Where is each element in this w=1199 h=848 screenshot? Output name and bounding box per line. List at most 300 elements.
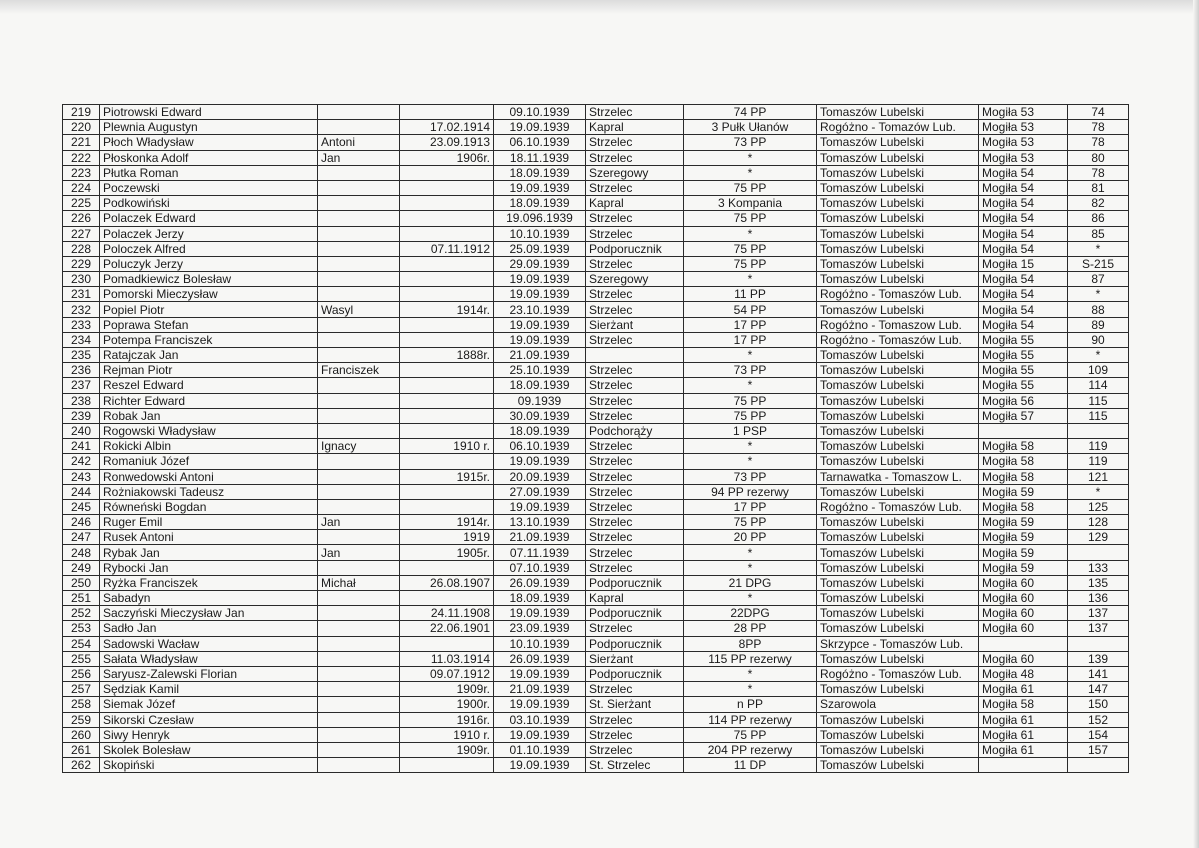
row-number-cell: 254 [63,636,100,651]
birth-date-cell [400,423,494,438]
grave-number-cell: Mogiła 55 [979,378,1068,393]
birth-date-cell: 1910 r. [400,439,494,454]
surname-name-cell: Rusek Antoni [100,530,318,545]
birth-date-cell [400,165,494,180]
death-date-cell: 30.09.1939 [494,408,586,423]
position-number-cell: 157 [1068,742,1129,757]
position-number-cell: 114 [1068,378,1129,393]
row-number-cell: 224 [63,180,100,195]
place-of-death-cell: Rogóżno - Tomaszów Lub. [817,287,979,302]
table-row [63,758,1129,773]
row-number-cell: 250 [63,575,100,590]
place-of-death-cell: Tomaszów Lubelski [817,272,979,287]
military-unit-cell: 11 PP [684,287,817,302]
death-date-cell: 19.09.1939 [494,758,586,773]
father-name-cell [318,180,400,195]
military-unit-cell: 17 PP [684,499,817,514]
surname-name-cell: Siemak Józef [100,697,318,712]
surname-name-cell: Równeński Bogdan [100,499,318,514]
military-unit-cell: 75 PP [684,515,817,530]
place-of-death-cell: Tomaszów Lubelski [817,105,979,120]
birth-date-cell [400,636,494,651]
surname-name-cell: Sałata Władysław [100,651,318,666]
place-of-death-cell: Rogóżno - Tomazów Lub. [817,120,979,135]
table-row [63,530,1129,545]
death-date-cell: 27.09.1939 [494,484,586,499]
table-row [63,469,1129,484]
row-number-cell: 232 [63,302,100,317]
table-row [63,180,1129,195]
place-of-death-cell: Tomaszów Lubelski [817,545,979,560]
death-date-cell: 18.09.1939 [494,165,586,180]
table-row [63,241,1129,256]
row-number-cell: 258 [63,697,100,712]
table-row [63,712,1129,727]
table-row [63,545,1129,560]
row-number-cell: 219 [63,105,100,120]
grave-number-cell: Mogiła 60 [979,591,1068,606]
grave-number-cell: Mogiła 58 [979,499,1068,514]
military-unit-cell: * [684,439,817,454]
register-rows [63,105,1129,773]
death-date-cell: 19.09.1939 [494,317,586,332]
row-number-cell: 248 [63,545,100,560]
death-date-cell: 01.10.1939 [494,742,586,757]
death-date-cell: 19.09.1939 [494,180,586,195]
grave-number-cell: Mogiła 58 [979,697,1068,712]
father-name-cell [318,226,400,241]
surname-name-cell: Podkowiński [100,196,318,211]
place-of-death-cell: Rogóżno - Tomaszów Lub. [817,499,979,514]
grave-number-cell: Mogiła 60 [979,575,1068,590]
military-rank-cell: Strzelec [586,727,684,742]
military-rank-cell: Strzelec [586,363,684,378]
military-rank-cell: Strzelec [586,469,684,484]
death-date-cell: 26.09.1939 [494,575,586,590]
birth-date-cell: 1915r. [400,469,494,484]
position-number-cell: 115 [1068,408,1129,423]
military-unit-cell: 75 PP [684,393,817,408]
surname-name-cell: Siwy Henryk [100,727,318,742]
grave-number-cell: Mogiła 54 [979,196,1068,211]
surname-name-cell: Poloczek Alfred [100,241,318,256]
military-rank-cell: Strzelec [586,499,684,514]
row-number-cell: 252 [63,606,100,621]
grave-number-cell: Mogiła 58 [979,454,1068,469]
table-row [63,363,1129,378]
grave-number-cell [979,636,1068,651]
row-number-cell: 236 [63,363,100,378]
death-date-cell: 25.10.1939 [494,363,586,378]
place-of-death-cell: Tomaszów Lubelski [817,302,979,317]
father-name-cell: Ignacy [318,439,400,454]
table-row [63,105,1129,120]
military-rank-cell: Podporucznik [586,666,684,681]
birth-date-cell: 09.07.1912 [400,666,494,681]
surname-name-cell: Rogowski Władysław [100,423,318,438]
place-of-death-cell: Tomaszów Lubelski [817,742,979,757]
place-of-death-cell: Tomaszów Lubelski [817,165,979,180]
place-of-death-cell: Tomaszów Lubelski [817,348,979,363]
father-name-cell [318,378,400,393]
grave-number-cell: Mogiła 54 [979,211,1068,226]
place-of-death-cell: Tomaszów Lubelski [817,196,979,211]
death-date-cell: 18.09.1939 [494,378,586,393]
death-date-cell: 03.10.1939 [494,712,586,727]
grave-number-cell: Mogiła 54 [979,317,1068,332]
table-row [63,317,1129,332]
birth-date-cell [400,591,494,606]
position-number-cell: 87 [1068,272,1129,287]
father-name-cell [318,758,400,773]
grave-number-cell: Mogiła 61 [979,712,1068,727]
military-rank-cell: Strzelec [586,150,684,165]
birth-date-cell: 26.08.1907 [400,575,494,590]
grave-number-cell: Mogiła 60 [979,606,1068,621]
surname-name-cell: Skolek Bolesław [100,742,318,757]
position-number-cell: 150 [1068,697,1129,712]
surname-name-cell: Rożniakowski Tadeusz [100,484,318,499]
birth-date-cell [400,226,494,241]
grave-number-cell: Mogiła 15 [979,256,1068,271]
table-row [63,697,1129,712]
military-rank-cell: Strzelec [586,287,684,302]
father-name-cell [318,165,400,180]
military-unit-cell: 75 PP [684,256,817,271]
death-date-cell: 21.09.1939 [494,348,586,363]
military-rank-cell: Podporucznik [586,575,684,590]
row-number-cell: 260 [63,727,100,742]
grave-number-cell: Mogiła 55 [979,332,1068,347]
row-number-cell: 240 [63,423,100,438]
military-rank-cell: Strzelec [586,560,684,575]
position-number-cell: 82 [1068,196,1129,211]
table-row [63,287,1129,302]
military-rank-cell: Strzelec [586,621,684,636]
surname-name-cell: Rybak Jan [100,545,318,560]
military-unit-cell: 3 Pułk Ułanów [684,120,817,135]
grave-number-cell: Mogiła 59 [979,484,1068,499]
surname-name-cell: Płutka Roman [100,165,318,180]
birth-date-cell [400,272,494,287]
surname-name-cell: Polaczek Edward [100,211,318,226]
position-number-cell: 85 [1068,226,1129,241]
birth-date-cell [400,256,494,271]
burial-register-table [62,104,1129,773]
place-of-death-cell: Tomaszów Lubelski [817,591,979,606]
military-rank-cell: Strzelec [586,211,684,226]
birth-date-cell [400,758,494,773]
table-row [63,575,1129,590]
position-number-cell: 121 [1068,469,1129,484]
military-rank-cell: Strzelec [586,378,684,393]
military-rank-cell: Strzelec [586,256,684,271]
surname-name-cell: Plewnia Augustyn [100,120,318,135]
birth-date-cell [400,484,494,499]
father-name-cell: Jan [318,515,400,530]
surname-name-cell: Reszel Edward [100,378,318,393]
father-name-cell [318,621,400,636]
death-date-cell: 19.09.1939 [494,287,586,302]
position-number-cell: 74 [1068,105,1129,120]
position-number-cell: 135 [1068,575,1129,590]
birth-date-cell: 1919 [400,530,494,545]
grave-number-cell: Mogiła 60 [979,651,1068,666]
military-rank-cell: Strzelec [586,682,684,697]
military-rank-cell: Strzelec [586,408,684,423]
military-rank-cell: Podporucznik [586,606,684,621]
row-number-cell: 233 [63,317,100,332]
birth-date-cell [400,332,494,347]
row-number-cell: 226 [63,211,100,226]
place-of-death-cell: Tomaszów Lubelski [817,180,979,195]
row-number-cell: 256 [63,666,100,681]
death-date-cell: 07.11.1939 [494,545,586,560]
military-unit-cell: * [684,545,817,560]
death-date-cell: 10.10.1939 [494,226,586,241]
row-number-cell: 225 [63,196,100,211]
father-name-cell [318,606,400,621]
surname-name-cell: Sadło Jan [100,621,318,636]
military-rank-cell: Strzelec [586,454,684,469]
surname-name-cell: Romaniuk Józef [100,454,318,469]
military-rank-cell: Strzelec [586,742,684,757]
death-date-cell: 18.11.1939 [494,150,586,165]
military-rank-cell: Strzelec [586,105,684,120]
death-date-cell: 19.09.1939 [494,499,586,514]
military-unit-cell: 54 PP [684,302,817,317]
surname-name-cell: Rybocki Jan [100,560,318,575]
military-rank-cell: St. Strzelec [586,758,684,773]
military-rank-cell: Podporucznik [586,241,684,256]
table-row [63,393,1129,408]
military-rank-cell: Strzelec [586,332,684,347]
military-rank-cell: Strzelec [586,712,684,727]
row-number-cell: 239 [63,408,100,423]
military-unit-cell: 75 PP [684,241,817,256]
birth-date-cell: 1916r. [400,712,494,727]
position-number-cell: 152 [1068,712,1129,727]
death-date-cell: 10.10.1939 [494,636,586,651]
table-row [63,165,1129,180]
father-name-cell [318,287,400,302]
row-number-cell: 253 [63,621,100,636]
birth-date-cell: 17.02.1914 [400,120,494,135]
birth-date-cell: 11.03.1914 [400,651,494,666]
father-name-cell [318,560,400,575]
father-name-cell [318,211,400,226]
position-number-cell [1068,636,1129,651]
row-number-cell: 229 [63,256,100,271]
row-number-cell: 245 [63,499,100,514]
birth-date-cell: 1914r. [400,302,494,317]
place-of-death-cell: Tomaszów Lubelski [817,606,979,621]
death-date-cell: 07.10.1939 [494,560,586,575]
birth-date-cell: 1905r. [400,545,494,560]
military-rank-cell: Strzelec [586,180,684,195]
military-rank-cell: Kapral [586,591,684,606]
grave-number-cell: Mogiła 61 [979,727,1068,742]
military-rank-cell: Strzelec [586,226,684,241]
military-rank-cell: Strzelec [586,302,684,317]
military-unit-cell: 21 DPG [684,575,817,590]
grave-number-cell: Mogiła 55 [979,363,1068,378]
death-date-cell: 19.09.1939 [494,332,586,347]
birth-date-cell [400,378,494,393]
military-unit-cell: * [684,348,817,363]
military-rank-cell: St. Sierżant [586,697,684,712]
place-of-death-cell: Tomaszów Lubelski [817,530,979,545]
father-name-cell [318,196,400,211]
table-row [63,591,1129,606]
row-number-cell: 230 [63,272,100,287]
table-row [63,226,1129,241]
position-number-cell: 129 [1068,530,1129,545]
father-name-cell: Antoni [318,135,400,150]
father-name-cell [318,317,400,332]
military-unit-cell: * [684,666,817,681]
position-number-cell: 136 [1068,591,1129,606]
position-number-cell: 88 [1068,302,1129,317]
grave-number-cell: Mogiła 54 [979,272,1068,287]
place-of-death-cell: Rogóżno - Tomaszów Lub. [817,332,979,347]
military-rank-cell: Kapral [586,120,684,135]
row-number-cell: 242 [63,454,100,469]
position-number-cell: 115 [1068,393,1129,408]
death-date-cell: 09.10.1939 [494,105,586,120]
birth-date-cell [400,454,494,469]
death-date-cell: 25.09.1939 [494,241,586,256]
place-of-death-cell: Tomaszów Lubelski [817,712,979,727]
death-date-cell: 09.1939 [494,393,586,408]
table-row [63,256,1129,271]
birth-date-cell [400,499,494,514]
father-name-cell [318,241,400,256]
position-number-cell: S-215 [1068,256,1129,271]
father-name-cell: Michał [318,575,400,590]
military-unit-cell: * [684,226,817,241]
surname-name-cell: Sabadyn [100,591,318,606]
father-name-cell [318,742,400,757]
grave-number-cell: Mogiła 54 [979,226,1068,241]
position-number-cell: 147 [1068,682,1129,697]
grave-number-cell: Mogiła 54 [979,165,1068,180]
row-number-cell: 238 [63,393,100,408]
grave-number-cell: Mogiła 54 [979,302,1068,317]
table-row [63,196,1129,211]
surname-name-cell: Sadowski Wacław [100,636,318,651]
table-row [63,742,1129,757]
military-unit-cell: 114 PP rezerwy [684,712,817,727]
death-date-cell: 19.096.1939 [494,211,586,226]
row-number-cell: 234 [63,332,100,347]
military-rank-cell: Szeregowy [586,272,684,287]
military-unit-cell: * [684,150,817,165]
birth-date-cell [400,408,494,423]
surname-name-cell: Poprawa Stefan [100,317,318,332]
place-of-death-cell: Tomaszów Lubelski [817,408,979,423]
grave-number-cell: Mogiła 61 [979,742,1068,757]
grave-number-cell: Mogiła 60 [979,621,1068,636]
military-unit-cell: 73 PP [684,469,817,484]
military-unit-cell: 20 PP [684,530,817,545]
death-date-cell: 19.09.1939 [494,120,586,135]
position-number-cell: * [1068,348,1129,363]
birth-date-cell: 07.11.1912 [400,241,494,256]
position-number-cell: 125 [1068,499,1129,514]
grave-number-cell: Mogiła 59 [979,530,1068,545]
position-number-cell: 128 [1068,515,1129,530]
table-row [63,408,1129,423]
place-of-death-cell: Tomaszów Lubelski [817,423,979,438]
surname-name-cell: Richter Edward [100,393,318,408]
birth-date-cell: 1906r. [400,150,494,165]
military-rank-cell: Strzelec [586,439,684,454]
father-name-cell [318,666,400,681]
scan-right-edge [1193,0,1199,848]
place-of-death-cell: Tomaszów Lubelski [817,150,979,165]
surname-name-cell: Ratajczak Jan [100,348,318,363]
death-date-cell: 18.09.1939 [494,591,586,606]
table-row [63,378,1129,393]
death-date-cell: 19.09.1939 [494,727,586,742]
military-rank-cell: Szeregowy [586,165,684,180]
death-date-cell: 26.09.1939 [494,651,586,666]
birth-date-cell: 1900r. [400,697,494,712]
row-number-cell: 257 [63,682,100,697]
position-number-cell: 137 [1068,606,1129,621]
military-unit-cell: 8PP [684,636,817,651]
place-of-death-cell: Skrzypce - Tomaszów Lub. [817,636,979,651]
military-unit-cell: 17 PP [684,332,817,347]
place-of-death-cell: Tomaszów Lubelski [817,727,979,742]
birth-date-cell [400,287,494,302]
table-row [63,302,1129,317]
surname-name-cell: Ryżka Franciszek [100,575,318,590]
place-of-death-cell: Tomaszów Lubelski [817,454,979,469]
position-number-cell: 80 [1068,150,1129,165]
position-number-cell: * [1068,241,1129,256]
row-number-cell: 246 [63,515,100,530]
death-date-cell: 13.10.1939 [494,515,586,530]
surname-name-cell: Robak Jan [100,408,318,423]
birth-date-cell: 1909r. [400,682,494,697]
place-of-death-cell: Tomaszów Lubelski [817,682,979,697]
birth-date-cell: 1909r. [400,742,494,757]
death-date-cell: 21.09.1939 [494,682,586,697]
father-name-cell [318,484,400,499]
father-name-cell [318,682,400,697]
place-of-death-cell: Tomaszów Lubelski [817,439,979,454]
death-date-cell: 06.10.1939 [494,135,586,150]
military-rank-cell: Strzelec [586,545,684,560]
father-name-cell [318,348,400,363]
row-number-cell: 244 [63,484,100,499]
table-row [63,682,1129,697]
surname-name-cell: Ruger Emil [100,515,318,530]
father-name-cell [318,120,400,135]
table-row [63,150,1129,165]
father-name-cell: Jan [318,150,400,165]
position-number-cell: * [1068,484,1129,499]
place-of-death-cell: Tomaszów Lubelski [817,515,979,530]
table-row [63,727,1129,742]
grave-number-cell: Mogiła 59 [979,515,1068,530]
table-row [63,454,1129,469]
surname-name-cell: Popiel Piotr [100,302,318,317]
military-unit-cell: 11 DP [684,758,817,773]
table-row [63,348,1129,363]
